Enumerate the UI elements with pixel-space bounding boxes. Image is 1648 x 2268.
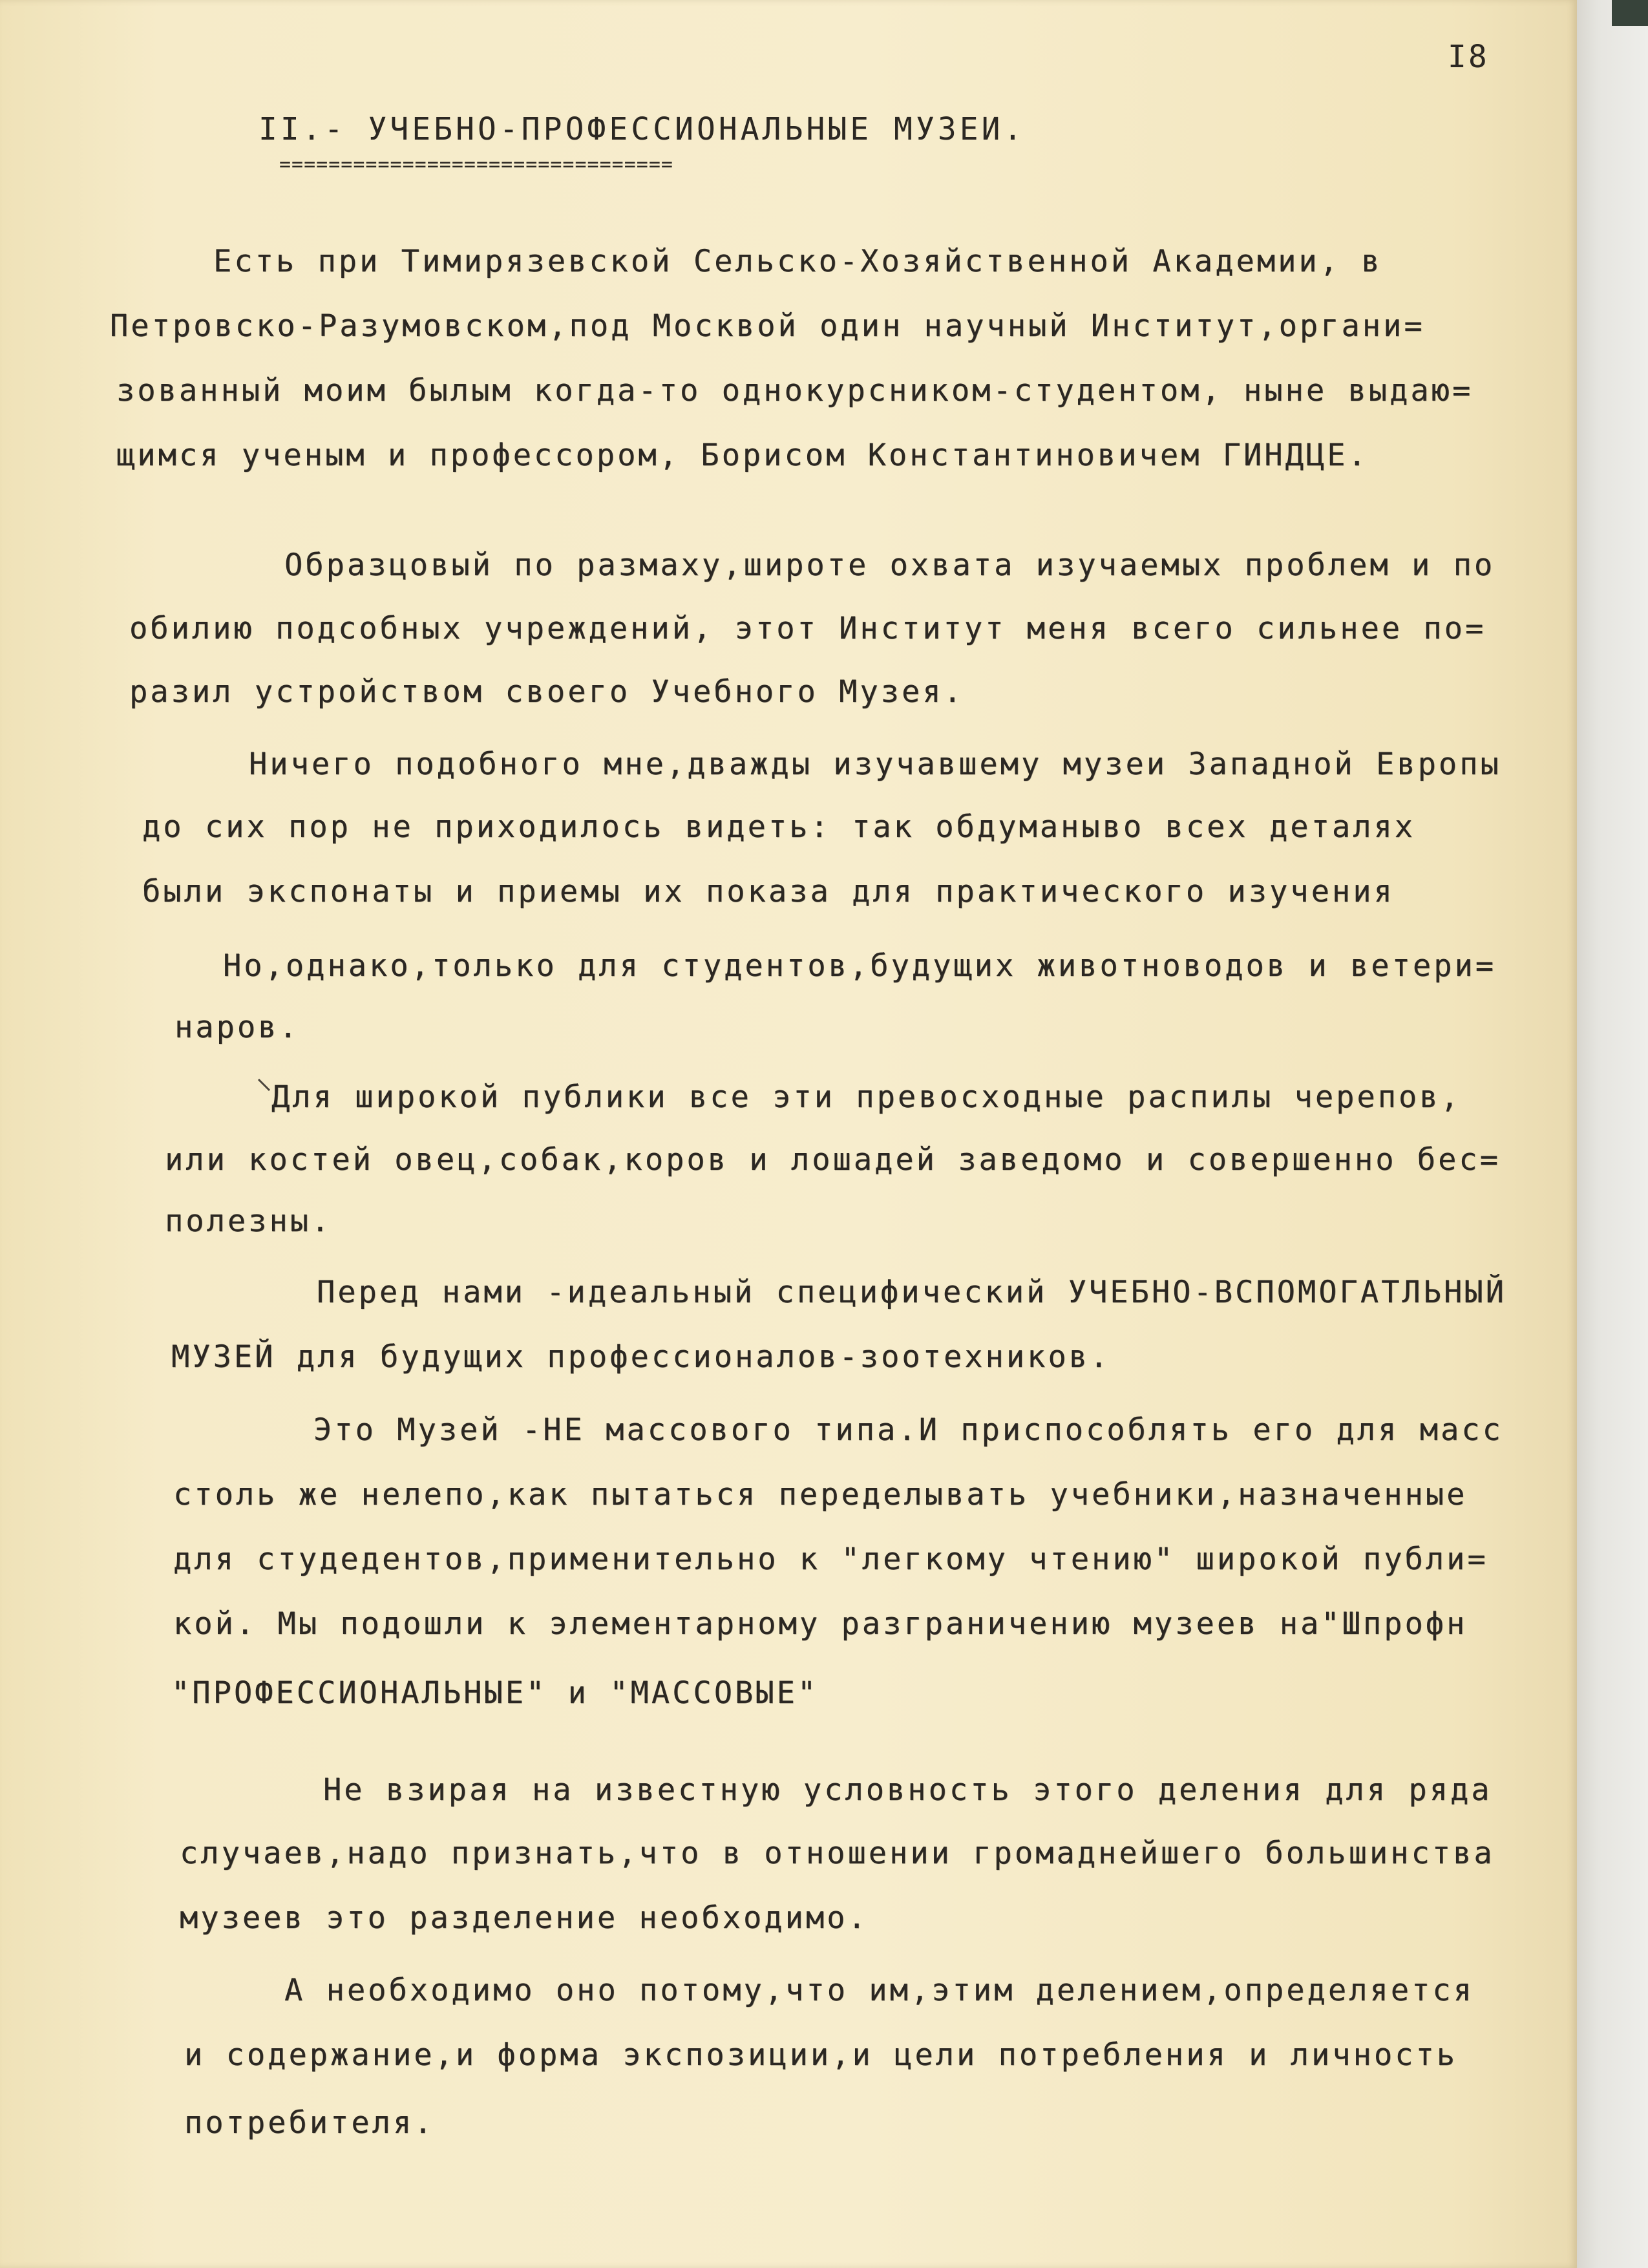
text-line: Не взирая на известную условность этого деления для ряда [323,1772,1492,1808]
text-line: Ничего подобного мне,дважды изучавшему музеи Западной Европы [249,747,1501,782]
pen-mark [255,1076,281,1102]
text-line: разил устройством своего Учебного Музея. [129,674,964,710]
text-line: Образцовый по размаху,широте охвата изучаемых проблем и по [284,547,1495,583]
scan-edge-strip [1612,0,1648,26]
text-line: или костей овец,собак,коров и лошадей заведомо и совершенно бес= [165,1142,1501,1178]
title-underline: ================================ [279,153,673,176]
text-line: щимся ученым и профессором, Борисом Константиновичем ГИНДЦЕ. [116,438,1369,473]
text-line: случаев,надо признать,что в отношении громаднейшего большинства [180,1836,1495,1871]
text-line: столь же нелепо,как пытаться переделывать учебники,назначенные [173,1477,1468,1512]
section-title: II.- УЧЕБНО-ПРОФЕССИОНАЛЬНЫЕ МУЗЕИ. [259,111,1026,147]
text-line: Это Музей -НЕ массового типа.И приспособлять его для масс [313,1412,1503,1448]
text-line: потребителя. [184,2105,435,2141]
text-line: Петровско-Разумовском,под Москвой один научный Институт,органи= [110,308,1425,344]
text-line: Но,однако,только для студентов,будущих животноводов и ветери= [223,948,1497,984]
text-line: А необходимо оно потому,что им,этим делением,определяется [284,1973,1474,2008]
text-line: обилию подсобных учреждений, этот Институт меня всего сильнее по= [129,611,1486,646]
text-line: кой. Мы подошли к элементарному разграничению музеев на"Шпрофн [173,1606,1468,1642]
text-line: "ПРОФЕССИОНАЛЬНЫЕ" и "МАССОВЫЕ" [171,1675,819,1711]
text-line: Для широкой публики все эти превосходные распилы черепов, [271,1079,1461,1115]
text-line: наров. [174,1010,300,1045]
text-line: МУЗЕЙ для будущих профессионалов-зоотехников. [171,1339,1111,1375]
text-line: были экспонаты и приемы их показа для практического изучения [142,874,1395,909]
page-number: I8 [1448,39,1489,75]
text-line: до сих пор не приходилось видеть: так обдуманыво всех деталях [142,809,1416,845]
text-line: зованный моим былым когда-то однокурсником-студентом, ныне выдаю= [116,373,1474,408]
scan-background-edge [1577,0,1648,2268]
text-line: для студедентов,применительно к "легкому чтению" широкой публи= [173,1542,1488,1577]
text-line: Есть при Тимирязевской Сельско-Хозяйственной Академии, в [213,244,1382,279]
text-line: Перед нами -идеальный специфический УЧЕБНО-ВСПОМОГАТЛЬНЫЙ [317,1275,1506,1310]
text-line: полезны. [165,1203,332,1239]
text-line: музеев это разделение необходимо. [180,1900,869,1936]
text-line: и содержание,и форма экспозиции,и цели потребления и личность [184,2037,1458,2073]
